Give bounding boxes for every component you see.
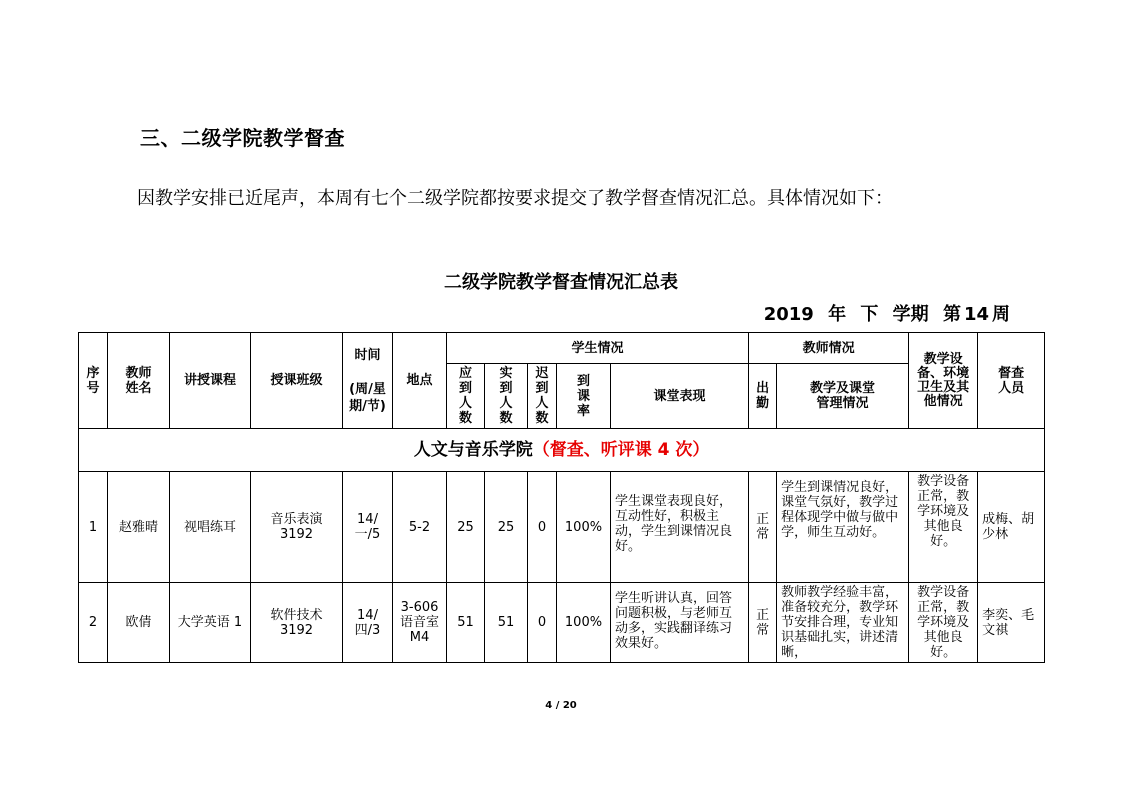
term-nian: 年 <box>828 304 847 325</box>
cell-management: 教师教学经验丰富，准备较充分，教学环节安排合理，专业知识基础扎实，讲述清晰， <box>777 583 909 663</box>
term-zhou: 周 <box>992 304 1010 325</box>
cell-late: 0 <box>528 472 557 583</box>
term-year: 2019 <box>763 304 814 325</box>
cell-attendance: 正常 <box>749 472 777 583</box>
table-row <box>79 472 1045 583</box>
cell-course: 大学英语 1 <box>170 583 251 663</box>
header-late: 迟到人数 <box>528 364 557 429</box>
header-course: 讲授课程 <box>170 333 251 429</box>
cell-inspector: 成梅、胡少林 <box>978 472 1045 583</box>
cell-place: 5-2 <box>393 472 447 583</box>
cell-seq: 2 <box>79 583 108 663</box>
term-line <box>756 300 1010 326</box>
cell-attendance: 正常 <box>749 583 777 663</box>
cell-teacher: 欧倩 <box>108 583 170 663</box>
header-student-situation: 学生情况 <box>447 333 749 364</box>
cell-actual: 51 <box>485 583 528 663</box>
header-teacher-situation: 教师情况 <box>749 333 909 364</box>
inspection-table <box>78 332 1045 663</box>
term-half: 下 <box>860 304 879 325</box>
cell-class: 音乐表演3192 <box>251 472 343 583</box>
cell-course: 视唱练耳 <box>170 472 251 583</box>
header-time: 时间 (周/星期/节) <box>343 333 393 429</box>
cell-class: 软件技术3192 <box>251 583 343 663</box>
header-expected: 应到人数 <box>447 364 485 429</box>
header-attendance: 出勤 <box>749 364 777 429</box>
section-heading: 三、二级学院教学督查 <box>140 126 345 150</box>
cell-expected: 51 <box>447 583 485 663</box>
cell-performance: 学生课堂表现良好，互动性好，积极主动，学生到课情况良好。 <box>611 472 749 583</box>
cell-equipment: 教学设备正常，教学环境及其他良好。 <box>909 583 978 663</box>
cell-time: 14/四/3 <box>343 583 393 663</box>
cell-place: 3-606语音室 M4 <box>393 583 447 663</box>
table-title: 二级学院教学督查情况汇总表 <box>444 272 678 293</box>
group-row <box>79 429 1045 472</box>
header-management: 教学及课堂管理情况 <box>777 364 909 429</box>
cell-equipment: 教学设备正常，教学环境及其他良好。 <box>909 472 978 583</box>
cell-teacher: 赵雅晴 <box>108 472 170 583</box>
term-xueqi: 学期 <box>892 304 929 325</box>
cell-expected: 25 <box>447 472 485 583</box>
table-row <box>79 583 1045 663</box>
header-teacher: 教师姓名 <box>108 333 170 429</box>
header-place: 地点 <box>393 333 447 429</box>
cell-seq: 1 <box>79 472 108 583</box>
header-seq: 序号 <box>79 333 108 429</box>
term-week: 14 <box>963 304 989 325</box>
cell-rate: 100% <box>557 583 611 663</box>
group-note: （督查、听评课 4 次） <box>532 439 710 460</box>
intro-paragraph: 因教学安排已近尾声，本周有七个二级学院都按要求提交了教学督查情况汇总。具体情况如下： <box>137 188 893 209</box>
cell-time: 14/一/5 <box>343 472 393 583</box>
cell-inspector: 李奕、毛文祺 <box>978 583 1045 663</box>
cell-performance: 学生听讲认真，回答问题积极，与老师互动多，实践翻译练习效果好。 <box>611 583 749 663</box>
cell-management: 学生到课情况良好，课堂气氛好，教学过程体现学中做与做中学，师生互动好。 <box>777 472 909 583</box>
header-rate: 到课率 <box>557 364 611 429</box>
page-number: 4 / 20 <box>545 700 577 711</box>
cell-late: 0 <box>528 583 557 663</box>
header-actual: 实到人数 <box>485 364 528 429</box>
term-di: 第 <box>942 304 961 325</box>
cell-actual: 25 <box>485 472 528 583</box>
cell-rate: 100% <box>557 472 611 583</box>
header-equipment: 教学设备、环境卫生及其他情况 <box>909 333 978 429</box>
header-inspector: 督查人员 <box>978 333 1045 429</box>
header-performance: 课堂表现 <box>611 364 749 429</box>
group-name: 人文与音乐学院 <box>413 439 533 460</box>
header-class: 授课班级 <box>251 333 343 429</box>
